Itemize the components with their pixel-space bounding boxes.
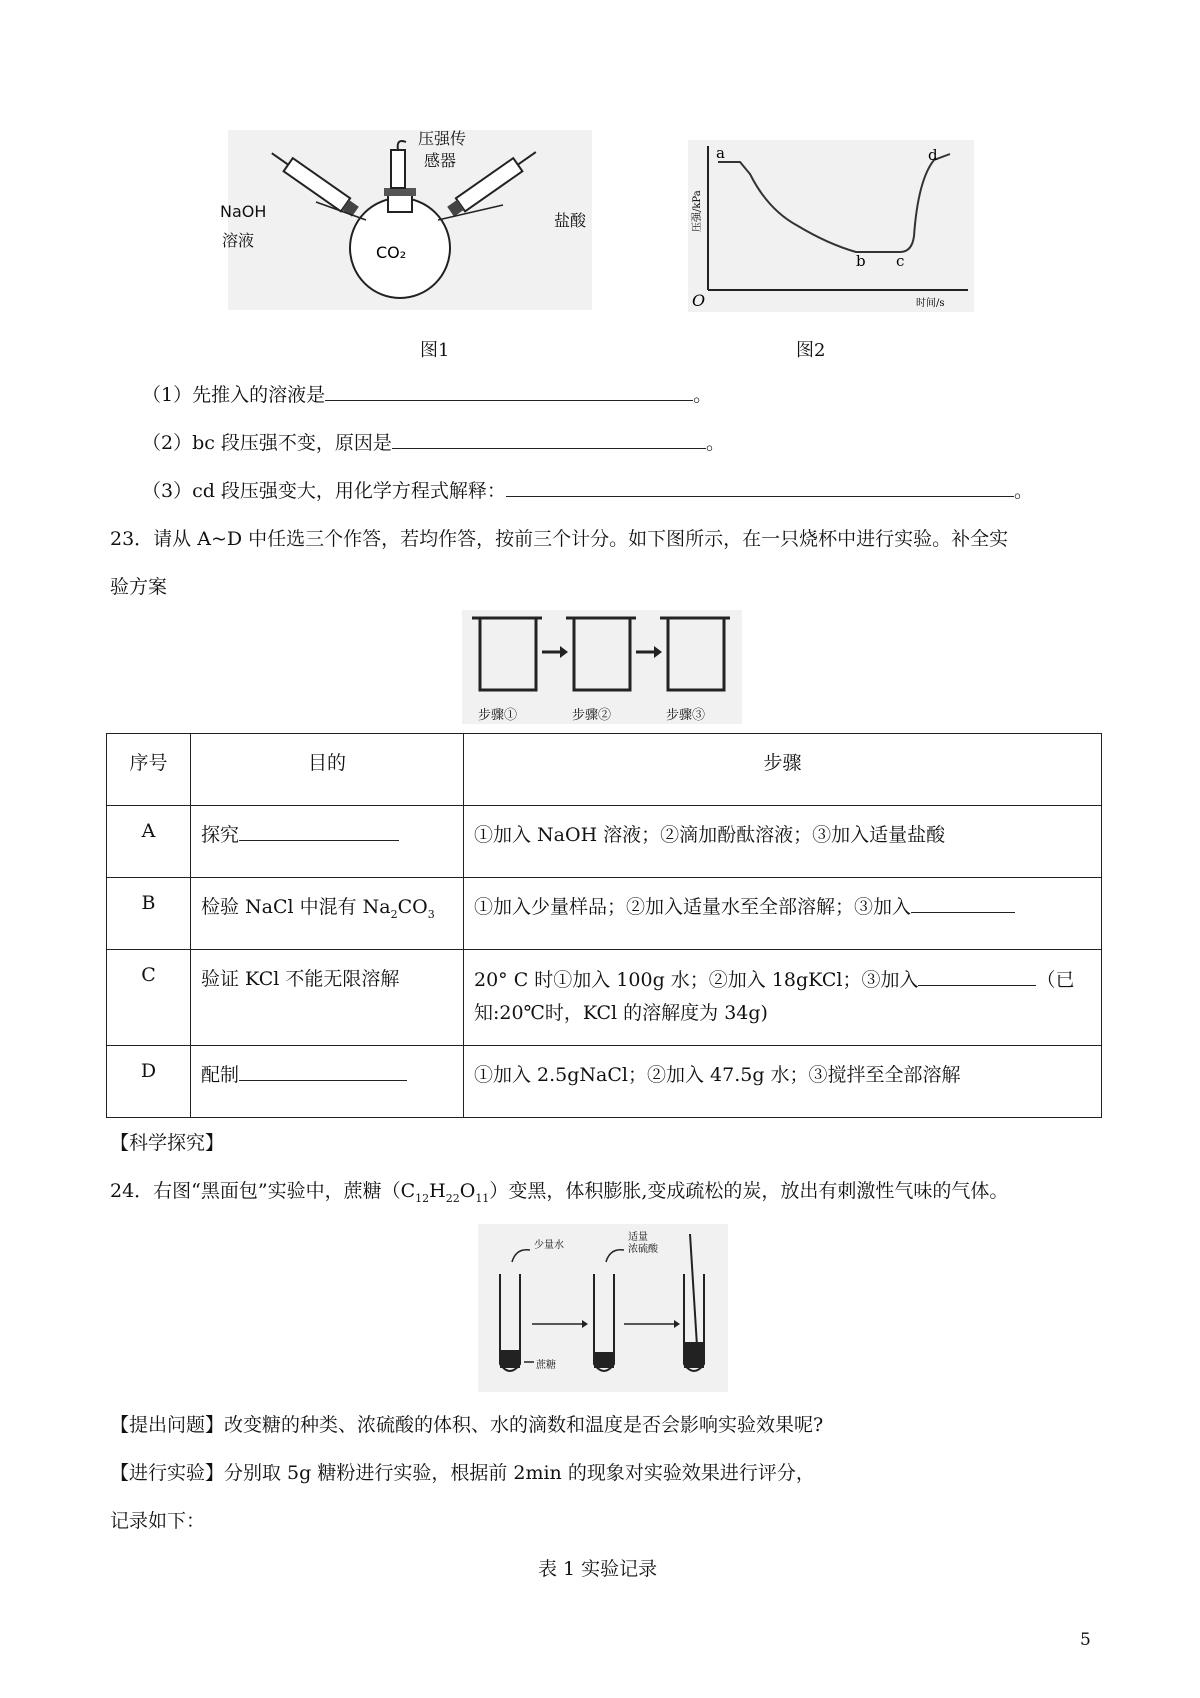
water-label: 少量水 — [534, 1240, 564, 1251]
q22-part1-text: （1）先推入的溶液是 — [142, 384, 326, 406]
table-1-title: 表 1 实验记录 — [538, 1558, 658, 1580]
row-b-sub1: 2 — [390, 907, 398, 921]
table-row — [107, 950, 1102, 1046]
hcl-label: 盐酸 — [554, 211, 587, 230]
table-row — [107, 806, 1102, 878]
q24-h: H — [429, 1180, 446, 1202]
row-c-steps-text: 20° C 时①加入 100g 水；②加入 18gKCl；③加入 — [474, 969, 919, 991]
q23-line1: 23．请从 A~D 中任选三个作答，若均作答，按前三个计分。如下图所示，在一只烧杯中进行实验。补全实 — [110, 528, 1009, 550]
acid-label-1: 适量 — [628, 1232, 648, 1243]
flask-co2-label: CO₂ — [376, 243, 407, 262]
header-steps: 步骤 — [464, 734, 1102, 806]
naoh-label-1: NaOH — [220, 202, 267, 221]
beaker-label-1: 步骤① — [478, 708, 518, 723]
point-d-label: d — [928, 146, 938, 164]
row-a-steps: ①加入 NaOH 溶液；②滴加酚酞溶液；③加入适量盐酸 — [464, 806, 1102, 878]
x-axis-label: 时间/s — [916, 298, 945, 309]
row-b-purpose-mid: CO — [397, 896, 428, 918]
y-axis-label: 压强/kPa — [692, 190, 703, 232]
flask-apparatus-diagram — [228, 130, 592, 310]
row-b-blank[interactable] — [911, 894, 1015, 913]
row-a-purpose-text: 探究 — [201, 824, 240, 846]
q24-suffix: ）变黑，体积膨胀,变成疏松的炭，放出有刺激性气味的气体。 — [489, 1180, 1009, 1202]
row-b-steps-text: ①加入少量样品；②加入适量水至全部溶解；③加入 — [474, 896, 912, 918]
row-a-id: A — [107, 806, 191, 878]
point-b-label: b — [856, 252, 866, 270]
section-heading: 【科学探究】 — [110, 1132, 225, 1154]
sensor-label-2: 感器 — [424, 151, 457, 170]
table-row — [107, 1046, 1102, 1118]
q22-part3-blank[interactable] — [506, 478, 1014, 497]
row-d-id: D — [107, 1046, 191, 1118]
q22-part3-end: 。 — [1013, 480, 1033, 502]
figure-1-caption: 图1 — [420, 340, 450, 361]
test-tubes-figure — [478, 1224, 728, 1392]
point-a-label: a — [716, 144, 725, 162]
sugar-label: 蔗糖 — [536, 1360, 556, 1371]
sensor-label-1: 压强传 — [418, 129, 467, 148]
figure-2-caption: 图2 — [796, 340, 826, 361]
row-c-id: C — [107, 950, 191, 1046]
beakers-figure — [462, 610, 742, 724]
q24-c-sub: 12 — [415, 1191, 430, 1205]
q22-part2-text: （2）bc 段压强不变，原因是 — [142, 432, 392, 454]
row-b-steps — [464, 878, 1102, 950]
origin-label: O — [692, 291, 706, 310]
row-c-steps-tail: （已 — [1036, 969, 1075, 991]
q24-record: 记录如下： — [110, 1510, 206, 1532]
q22-part1-blank[interactable] — [325, 382, 693, 401]
row-a-blank[interactable] — [239, 822, 399, 841]
header-purpose: 目的 — [191, 734, 464, 806]
q22-part2-blank[interactable] — [392, 430, 706, 449]
row-c-steps — [464, 950, 1102, 1046]
beaker-label-3: 步骤③ — [666, 708, 706, 723]
table-row — [107, 878, 1102, 950]
row-b-id: B — [107, 878, 191, 950]
q24-experiment: 【进行实验】分别取 5g 糖粉进行实验，根据前 2min 的现象对实验效果进行评分， — [110, 1462, 815, 1484]
q24-o-sub: 11 — [475, 1191, 490, 1205]
figure-1 — [220, 129, 592, 310]
page-number: 5 — [1080, 1630, 1091, 1650]
figure-2 — [688, 140, 974, 312]
experiment-plan-table — [106, 733, 1102, 1118]
pressure-time-graph — [688, 140, 974, 312]
q24-h-sub: 22 — [445, 1191, 460, 1205]
point-c-label: c — [896, 252, 905, 270]
q24-question: 【提出问题】改变糖的种类、浓硫酸的体积、水的滴数和温度是否会影响实验效果呢? — [110, 1414, 824, 1436]
q22-part2-end: 。 — [705, 432, 725, 454]
test-tubes-diagram — [478, 1224, 728, 1392]
row-c-purpose: 验证 KCl 不能无限溶解 — [191, 950, 464, 1046]
row-d-steps: ①加入 2.5gNaCl；②加入 47.5g 水；③搅拌至全部溶解 — [464, 1046, 1102, 1118]
row-a-purpose — [191, 806, 464, 878]
row-b-purpose-prefix: 检验 NaCl 中混有 Na — [201, 896, 391, 918]
row-c-blank[interactable] — [918, 967, 1036, 986]
beaker-label-2: 步骤② — [572, 708, 612, 723]
row-b-purpose — [191, 878, 464, 950]
q24-prefix: 24．右图“黑面包”实验中，蔗糖（C — [110, 1180, 416, 1202]
table-header-row — [107, 734, 1102, 806]
q22-part3-text: （3）cd 段压强变大，用化学方程式解释： — [142, 480, 506, 502]
q22-part1 — [142, 380, 712, 407]
row-d-purpose — [191, 1046, 464, 1118]
q22-part2 — [142, 428, 725, 455]
row-c-steps-line2: 知:20℃时，KCl 的溶解度为 34g) — [474, 1002, 768, 1025]
header-index: 序号 — [107, 734, 191, 806]
naoh-label-2: 溶液 — [222, 231, 255, 250]
q22-part3 — [142, 476, 1033, 503]
row-d-purpose-text: 配制 — [201, 1064, 240, 1086]
row-b-sub2: 3 — [427, 907, 435, 921]
row-d-blank[interactable] — [239, 1062, 407, 1081]
acid-label-2: 浓硫酸 — [628, 1244, 658, 1255]
q24-o: O — [459, 1180, 476, 1202]
q22-part1-end: 。 — [693, 384, 713, 406]
q23-line2: 验方案 — [110, 576, 168, 598]
q24-statement — [110, 1176, 1008, 1205]
